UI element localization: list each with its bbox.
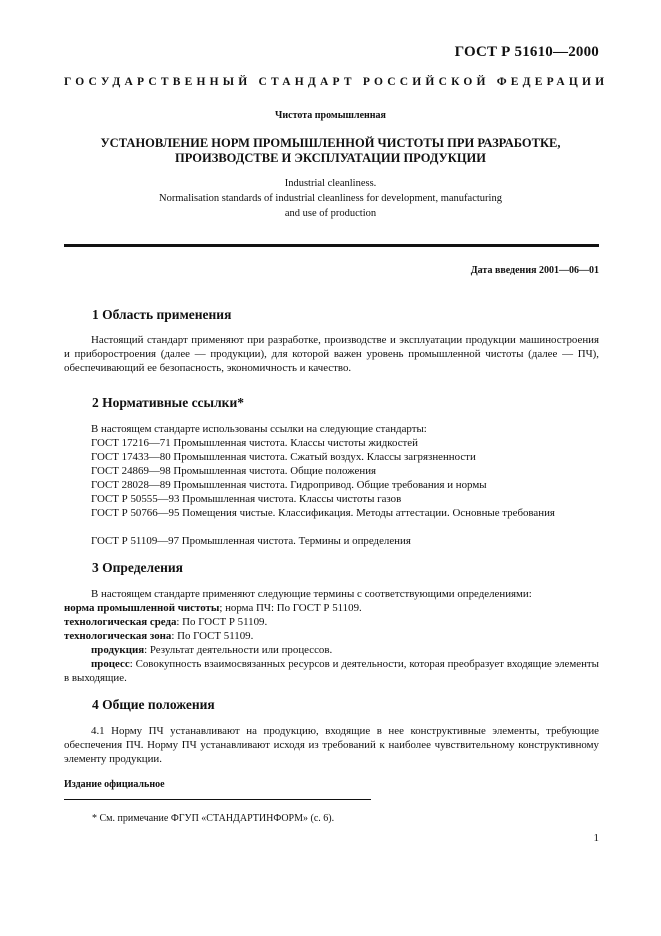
definition-text: : Результат деятельности или процессов. [144,644,333,656]
definition-term: технологическая среда [64,616,177,628]
page-number: 1 [593,832,599,844]
title-line-1: УСТАНОВЛЕНИЕ НОРМ ПРОМЫШЛЕННОЙ ЧИСТОТЫ ПРИ РАЗРАБОТКЕ, [100,136,561,150]
reference-item: ГОСТ Р 50555—93 Промышленная чистота. Классы чистоты газов [91,493,402,505]
state-standard-title: ГОСУДАРСТВЕННЫЙ СТАНДАРТ РОССИЙСКОЙ ФЕДЕРАЦИИ [64,76,609,88]
section-3-intro: В настоящем стандарте применяют следующие термины с соответствующими определениями: [91,588,532,600]
definition-item [64,601,599,615]
section-4-heading: 4 Общие положения [92,697,215,712]
english-title-line-3: and use of production [284,208,377,219]
definition-term: технологическая зона [64,630,172,642]
section-2-intro: В настоящем стандарте использованы ссылки на следующие стандарты: [91,423,427,435]
definition-item [64,643,599,657]
definition-item [64,657,599,685]
edition-label: Издание официальное [64,779,165,790]
english-title-line-1: Industrial cleanliness. [284,178,377,189]
reference-item: ГОСТ 17216—71 Промышленная чистота. Классы чистоты жидкостей [91,437,418,449]
section-1-heading: 1 Область применения [92,307,232,322]
reference-item [64,506,599,520]
definition-text: : Совокупность взаимосвязанных ресурсов и деятельности, которая преобразует входящие элементы в выходящие. [64,658,599,685]
footnote-divider [64,799,371,800]
english-title [64,176,597,221]
definition-text: : По ГОСТ 51109. [171,630,254,642]
topic-title: Чистота промышленная [275,110,386,121]
section-2-heading: 2 Нормативные ссылки* [92,395,244,410]
definition-term: продукция [91,644,145,656]
title-divider [64,244,599,247]
definition-item [64,615,599,629]
section-1-text: Настоящий стандарт применяют при разработке, производстве и эксплуатации продукции машиностроения и приборостроения (далее — продукции), для которой важен уровень промышленной чистоты (далее — ПЧ), обеспечивающий ее безопасность, экономичность и качество. [64,334,599,375]
reference-item: ГОСТ Р 51109—97 Промышленная чистота. Термины и определения [91,535,411,547]
definition-text: : По ГОСТ Р 51109. [176,616,268,628]
section-4-text: 4.1 Норму ПЧ устанавливают на продукцию, входящие в нее конструктивные элементы, требующие обеспечения ПЧ. Норму ПЧ устанавливают исходя из требований к наиболее чувствительному конструктивному элементу продукции. [64,725,599,766]
reference-item-text: ГОСТ Р 50766—95 Помещения чистые. Классификация. Методы аттестации. Основные требования [91,507,555,519]
reference-item: ГОСТ 28028—89 Промышленная чистота. Гидропривод. Общие требования и нормы [91,479,487,491]
title-line-2: ПРОИЗВОДСТВЕ И ЭКСПЛУАТАЦИИ ПРОДУКЦИИ [175,151,486,165]
footnote: * См. примечание ФГУП «СТАНДАРТИНФОРМ» (с. 6). [92,813,335,824]
definition-term: норма промышленной чистоты [64,602,220,614]
document-title [64,136,597,166]
reference-item: ГОСТ 17433—80 Промышленная чистота. Сжатый воздух. Классы загрязненности [91,451,476,463]
definition-item [64,629,599,643]
definition-text: ; норма ПЧ: По ГОСТ Р 51109. [219,602,362,614]
section-3-heading: 3 Определения [92,560,183,575]
reference-item: ГОСТ 24869—98 Промышленная чистота. Общие положения [91,465,377,477]
english-title-line-2: Normalisation standards of industrial cleanliness for development, manufacturing [159,193,502,204]
definition-term: процесс [91,658,130,670]
standard-code: ГОСТ Р 51610—2000 [454,44,599,60]
introduction-date: Дата введения 2001—06—01 [470,265,599,276]
